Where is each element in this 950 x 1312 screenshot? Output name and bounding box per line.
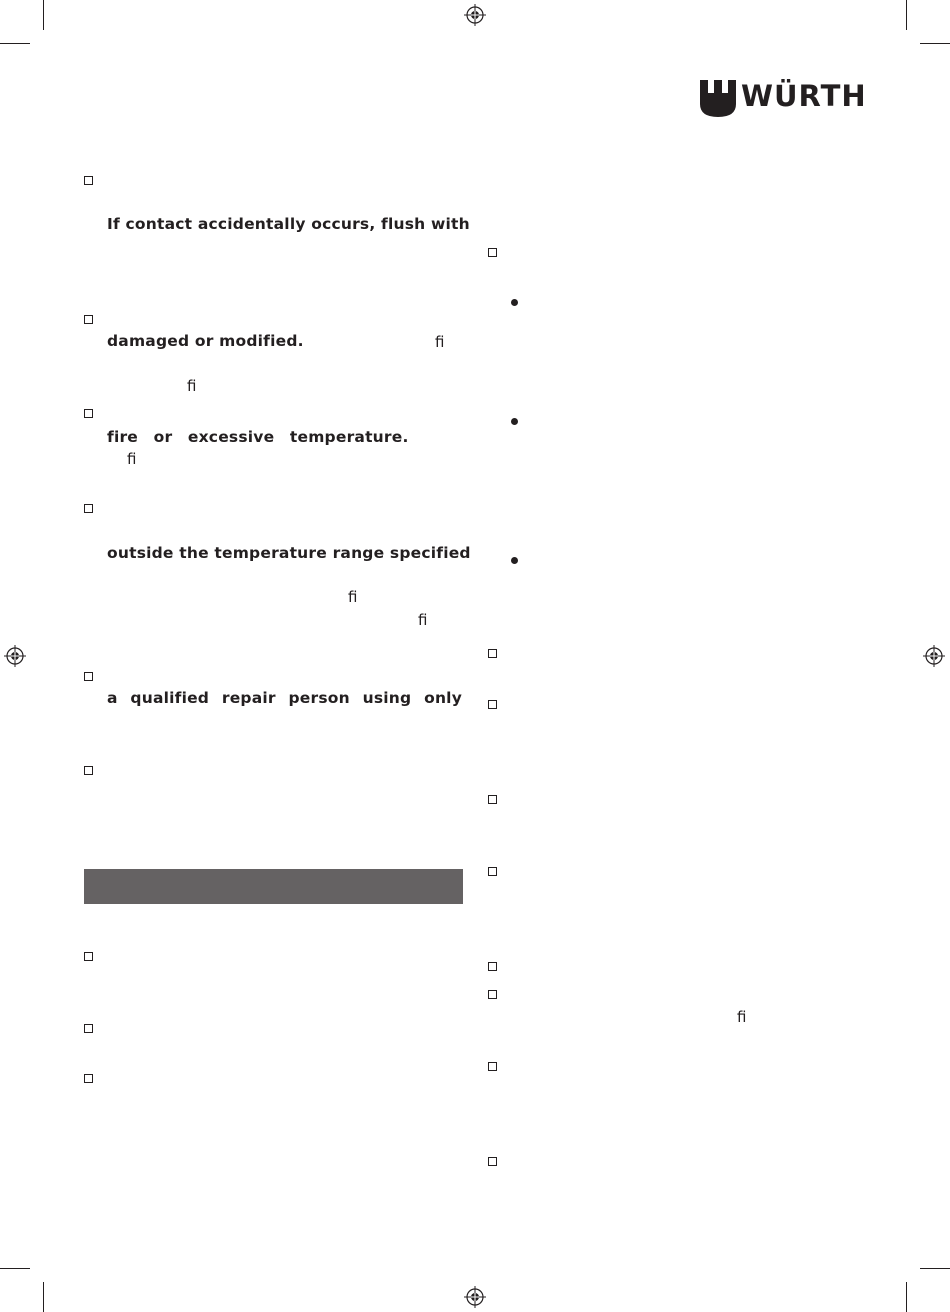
bullet-square-icon [84, 176, 93, 185]
crop-mark [906, 1282, 907, 1312]
bullet-square-icon [488, 990, 497, 999]
bullet-square-icon [84, 409, 93, 418]
bullet-square-icon [488, 700, 497, 709]
bullet-square-icon [84, 952, 93, 961]
crop-mark [43, 0, 44, 30]
crop-mark [920, 43, 950, 44]
bullet-square-icon [84, 766, 93, 775]
bullet-square-icon [84, 672, 93, 681]
bullet-square-icon [84, 315, 93, 324]
section-heading-bar [84, 869, 463, 904]
crop-mark [920, 1268, 950, 1269]
bullet-dot-icon [511, 557, 518, 564]
bullet-dot-icon [511, 299, 518, 306]
text-line: outside the temperature range specified [107, 544, 471, 562]
bullet-square-icon [488, 1062, 497, 1071]
bullet-square-icon [84, 1024, 93, 1033]
ligature-fragment: fi [435, 333, 445, 351]
bullet-square-icon [488, 248, 497, 257]
ligature-fragment: fi [737, 1008, 747, 1026]
crop-mark [43, 1282, 44, 1312]
bullet-square-icon [488, 649, 497, 658]
crop-mark [0, 1268, 30, 1269]
bullet-dot-icon [511, 418, 518, 425]
registration-mark-icon [464, 4, 486, 26]
brand-name: WÜRTH [741, 79, 867, 113]
text-line: If contact accidentally occurs, flush with [107, 215, 470, 233]
text-line: damaged or modified. [107, 332, 304, 350]
crop-mark [0, 43, 30, 44]
registration-mark-icon [4, 645, 26, 667]
bullet-square-icon [488, 962, 497, 971]
ligature-fragment: fi [348, 588, 358, 606]
bullet-square-icon [488, 795, 497, 804]
wurth-logo-icon [700, 80, 736, 117]
ligature-fragment: fi [187, 377, 197, 395]
bullet-square-icon [84, 504, 93, 513]
crop-mark [906, 0, 907, 30]
ligature-fragment: fi [127, 450, 137, 468]
text-line: a qualified repair person using only [107, 689, 462, 707]
bullet-square-icon [488, 867, 497, 876]
registration-mark-icon [923, 645, 945, 667]
registration-mark-icon [464, 1286, 486, 1308]
bullet-square-icon [488, 1157, 497, 1166]
text-line: fire or excessive temperature. [107, 428, 409, 446]
bullet-square-icon [84, 1074, 93, 1083]
ligature-fragment: fi [418, 611, 428, 629]
